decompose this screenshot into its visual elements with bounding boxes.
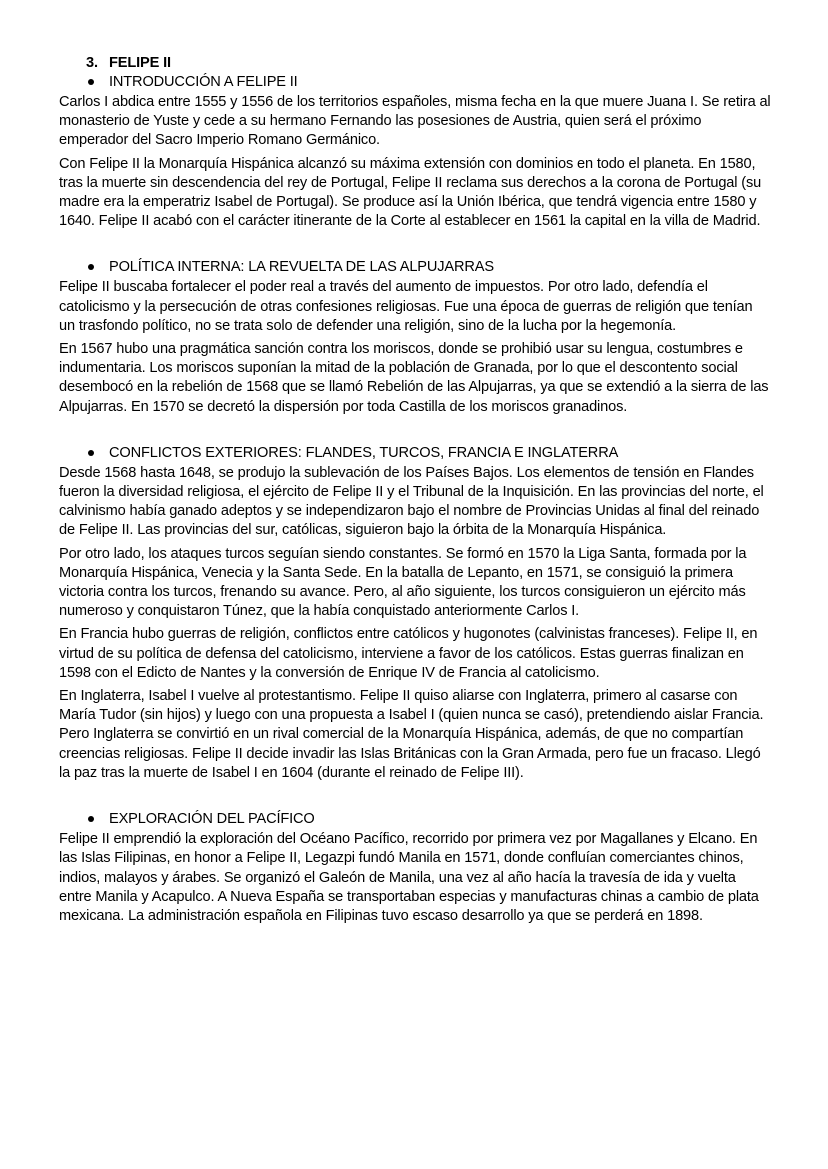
section-spacer (59, 787, 771, 810)
paragraph: Carlos I abdica entre 1555 y 1556 de los territorios españoles, misma fecha en la que muere Juana I. Se retira al monasterio de Yuste y cede a su hermano Fernando las posesiones de Austria, quien será el próximo emperador del Sacro Imperio Romano Germánico. (59, 94, 771, 149)
paragraph: En Francia hubo guerras de religión, conflictos entre católicos y hugonotes (calvinistas franceses). Felipe II, en virtud de su política de defensa del catolicismo, interviene a favor de los católicos. Estas guerras finalizan en 1598 con el Edicto de Nantes y la conversión de Enrique IV de Francia al catolicismo. (59, 626, 758, 681)
bullet-icon (88, 264, 94, 270)
subsection-title: INTRODUCCIÓN A FELIPE II (109, 74, 298, 90)
subsection-title: CONFLICTOS EXTERIORES: FLANDES, TURCOS, FRANCIA E INGLATERRA (109, 444, 619, 461)
section-spacer (59, 421, 771, 444)
bullet-icon (88, 79, 94, 85)
bullet-icon (88, 816, 94, 822)
section-introduccion (59, 73, 771, 231)
subsection-title: POLÍTICA INTERNA: LA REVUELTA DE LAS ALPUJARRAS (109, 259, 494, 276)
subsection-heading (59, 73, 771, 92)
document-page (59, 54, 771, 930)
paragraph: Por otro lado, los ataques turcos seguían siendo constantes. Se formó en 1570 la Liga Santa, formada por la Monarquía Hispánica, Venecia y la Santa Sede. En la batalla de Lepanto, en 1571, se consiguió la primera victoria contra los turcos, frenando su avance. Pero, al año siguiente, los turcos consiguieron un ejército más numeroso y conquistaron Túnez, que la había conquistado anteriormente Carlos I. (59, 545, 747, 620)
paragraph: En Inglaterra, Isabel I vuelve al protestantismo. Felipe II quiso aliarse con Inglaterra, primero al casarse con María Tudor (sin hijos) y luego con una propuesta a Isabel I (quien nunca se casó), pretendiendo aislar Francia. Pero Inglaterra se convirtió en un rival comercial de la Monarquía Hispánica, además, de que no compartían creencias religiosas. Felipe II decide invadir las Islas Británicas con la Gran Armada, pero fue un fracaso. Llegó la paz tras la muerte de Isabel I en 1604 (durante el reinado de Felipe III). (59, 688, 764, 781)
paragraph: Desde 1568 hasta 1648, se produjo la sublevación de los Países Bajos. Los elementos de tensión en Flandes fueron la diversidad religiosa, el ejército de Felipe II y el Tribunal de la Inquisición. En las provincias del norte, el calvinismo había ganado adeptos y se independizaron bajo el nombre de Provincias Unidas al final del reinado de Felipe II. Las provincias del sur, católicas, siguieron bajo la órbita de la Monarquía Hispánica. (59, 464, 764, 539)
paragraph: Felipe II buscaba fortalecer el poder real a través del aumento de impuestos. Por otro lado, defendía el catolicismo y la persecución de otras confesiones religiosas. Fue una época de guerras de religión que tenían un trasfondo político, no se trata solo de defender una religión, sino de la lucha por la hegemonía. (59, 279, 753, 334)
heading-title: FELIPE II (109, 55, 171, 71)
paragraph: Con Felipe II la Monarquía Hispánica alcanzó su máxima extensión con dominios en todo el planeta. En 1580, tras la muerte sin descendencia del rey de Portugal, Felipe II reclama sus derechos a la corona de Portugal (su madre era la emperatriz Isabel de Portugal). Se produce así la Unión Ibérica, que tendrá vigencia entre 1580 y 1640. Felipe II acabó con el carácter itinerante de la Corte al establecer en 1561 la capital en la villa de Madrid. (59, 155, 762, 230)
subsection-heading (59, 258, 771, 277)
paragraph: En 1567 hubo una pragmática sanción contra los moriscos, donde se prohibió usar su lengua, costumbres e indumentaria. Los moriscos suponían la mitad de la población de Granada, por lo que el descontento social desembocó en la rebelión de 1568 que se llamó Rebelión de las Alpujarras, ya que se extendió a la sierra de las Alpujarras. En 1570 se decretó la dispersión por toda Castilla de los moriscos granadinos. (59, 341, 769, 415)
paragraph: Felipe II emprendió la exploración del Océano Pacífico, recorrido por primera vez por Magallanes y Elcano. En las Islas Filipinas, en honor a Felipe II, Legazpi fundó Manila en 1571, donde confluían comerciantes chinos, indios, malayos y árabes. Se organizó el Galeón de Manila, una vez al año hacía la travesía de ida y vuelta entre Manila y Acapulco. A Nueva España se transportaban especias y manufacturas chinas a cambio de plata mexicana. La administración española en Filipinas tuvo escaso desarrollo ya que se perderá en 1898. (59, 831, 759, 924)
section-conflictos-exteriores (59, 444, 771, 783)
bullet-icon (88, 450, 94, 456)
section-spacer (59, 235, 771, 258)
heading-number: 3. (86, 55, 98, 71)
section-exploracion-pacifico (59, 810, 771, 926)
section-politica-interna (59, 258, 771, 416)
subsection-title: EXPLORACIÓN DEL PACÍFICO (109, 811, 315, 828)
section-heading (59, 54, 771, 73)
subsection-heading (59, 810, 771, 829)
subsection-heading (59, 444, 771, 463)
